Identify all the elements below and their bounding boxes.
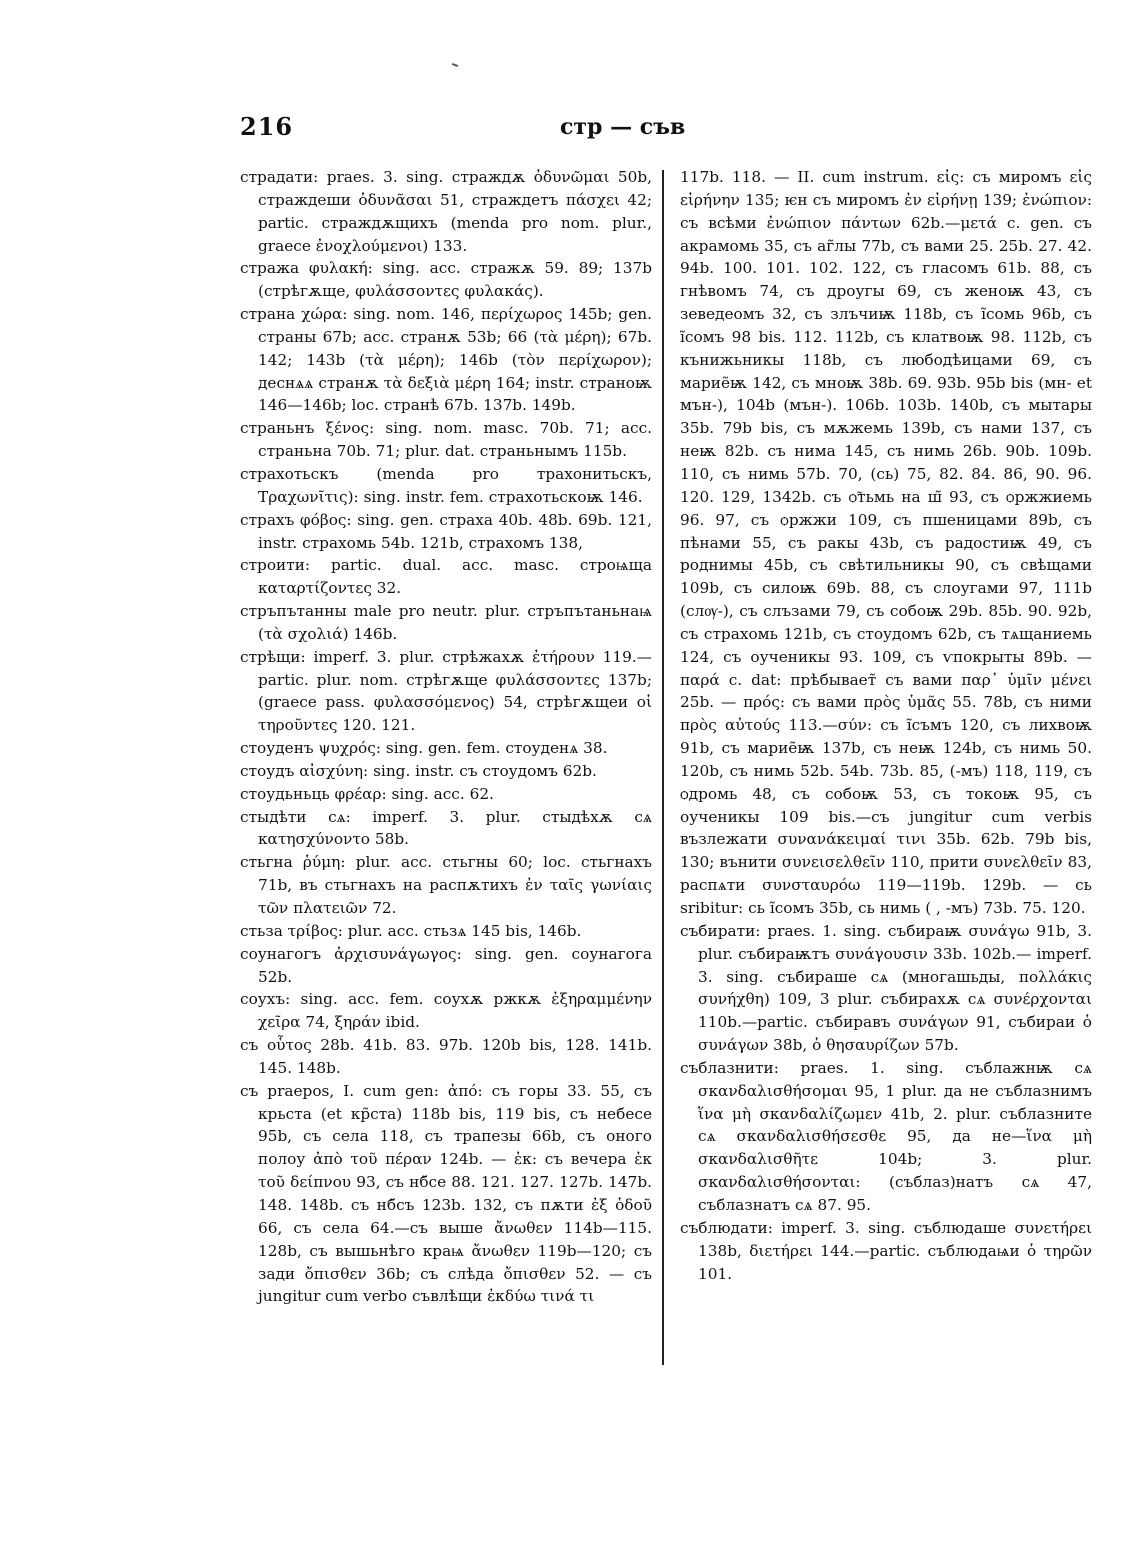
dictionary-entry: страна χώρα: sing. nom. 146, περίχωρος 145b; gen. страны 67b; acc. странѫ 53b; 66 (τὰ μέρη); 67b. 142; 143b (τὰ μέρη); 146b (τὸν περίχωρον); деснѧѧ странѫ τὰ δεξιὰ μέρη 164; instr. страноѭ 146—146b; loc. странѣ 67b. 137b. 149b. — [240, 305, 652, 415]
dictionary-entry: съ praepos, I. cum gen: ἀπό: съ горы 33. 55, съ крьста (et кр̃ста) 118b bis, 119 bis, съ небесе 95b, съ села 118, съ трапезы 66b, съ оного полоу ἀπὸ τοῦ πέραν 124b. — ἐκ: съ вечера ἐκ τοῦ δείπνου 93, съ нб̃се 88. 121. 127. 127b. 147b. 148. 148b. съ нб̃съ 123b. 132, съ пѫти ἐξ ὁδοῦ 66, съ села 64.—съ выше ἄνωθεν 114b—115. 128b, съ вышьнѣго краѩ ἄνωθεν 119b—120; съ зади ὄπισθεν 36b; съ слѣда ὄπισθεν 52. — съ jungitur cum verbo съвлѣщи ἐκδύω τινά τι — [240, 1081, 652, 1306]
dictionary-entry: стрѣщи: imperf. 3. plur. стрѣжахѫ ἐτήρουν 119.— partic. plur. nom. стрѣгѫще φυλάσσοντες 137b; (graece pass. φυλασσόμενος) 54, стрѣгѫщеи οἱ τηροῦντες 120. 121. — [240, 647, 652, 735]
dictionary-entry: стыдѣти сѧ: imperf. 3. plur. стыдѣхѫ сѧ κατησχύνοντο 58b. — [240, 807, 652, 849]
dictionary-entry: стръпътанны male pro neutr. plur. стръпътаньнаѩ (τὰ σχολιά) 146b. — [240, 602, 652, 643]
dictionary-entry: стража φυλακή: sing. acc. стражѫ 59. 89; 137b (стрѣгѫще, φυλάσσοντες φυλακάς). — [240, 259, 652, 301]
dictionary-entry: страхъ φόβος: sing. gen. страха 40b. 48b. 69b. 121, instr. страхомь 54b. 121b, страхомъ 138, — [240, 510, 652, 552]
stray-ink-mark — [452, 63, 458, 67]
left-column — [240, 166, 652, 1308]
dictionary-entry: съблюдати: imperf. 3. sing. съблюдаше συνετήρει 138b, διετήρει 144.—partic. съблюдаѩи ὁ τηρῶν 101. — [680, 1218, 1092, 1283]
dictionary-entry: страньнъ ξένος: sing. nom. masc. 70b. 71; acc. страньна 70b. 71; plur. dat. страньнымъ 115b. — [240, 419, 652, 461]
dictionary-entry: стоудьньць φρέαρ: sing. acc. 62. — [240, 784, 494, 803]
dictionary-entry: стьгна ῥύμη: plur. acc. стьгны 60; loc. стьгнахъ 71b, въ стьгнахъ на распѫтихъ ἐν ταῖς γωνίαις τῶν πλατειῶν 72. — [240, 853, 652, 917]
dictionary-entry: страхотьскъ (menda pro трахонитьскъ, Τραχωνῖτις): sing. instr. fem. страхотьскоѭ 146. — [240, 464, 652, 506]
running-head: стр — съв — [560, 114, 686, 140]
dictionary-entry: стоуденъ ψυχρός: sing. gen. fem. стоуденѧ 38. — [240, 739, 608, 758]
dictionary-entry: съ οὗτος 28b. 41b. 83. 97b. 120b bis, 128. 141b. 145. 148b. — [240, 1036, 652, 1077]
dictionary-entry: стьза τρίβος: plur. acc. стьзѧ 145 bis, 146b. — [240, 921, 582, 940]
right-column — [680, 166, 1092, 1285]
page-number: 216 — [240, 112, 294, 141]
dictionary-entry: съблазнити: praes. 1. sing. съблажнѭ сѧ σκανδαλισθήσομαι 95, 1 plur. да не съблазнимъ ἵνα μὴ σκανδαλίζωμεν 41b, 2. plur. съблазните сѧ σκανδαλισθήσεσθε 95, да не—ἵνα μὴ σκανδαλισθῆτε 104b; 3. plur. σκανδαλισθήσονται: (съблаз)натъ сѧ 47, съблазнатъ сѧ 87. 95. — [680, 1058, 1092, 1214]
dictionary-entry: страдати: praes. 3. sing. страждѫ ὀδυνῶμαι 50b, страждеши ὀδυνᾶσαι 51, страждетъ πάσχει 42; partic. страждѫщихъ (menda pro nom. plur., graece ἐνοχλούμενοι) 133. — [240, 168, 652, 255]
dictionary-entry: соухъ: sing. acc. fem. соухѫ ржкѫ ἐξηραμμένην χεῖρα 74, ξηράν ibid. — [240, 990, 652, 1032]
column-divider — [662, 170, 664, 1365]
dictionary-entry: соунагогъ ἀρχισυνάγωγος: sing. gen. соунагога 52b. — [240, 944, 652, 986]
dictionary-entry: строити: partic. dual. acc. masc. строѩща καταρτίζοντες 32. — [240, 556, 652, 598]
dictionary-entry: стоудъ αἰσχύνη: sing. instr. съ стоудомъ 62b. — [240, 761, 597, 780]
dictionary-entry-continuation: 117b. 118. — II. cum instrum. εἰς: съ миромъ εἰς εἰρήνην 135; ѥн съ миромъ ἐν εἰρήνῃ 139; ἐνώπιον: съ всѣми ἐνώπιον πάντων 62b.—μετά c. gen. съ акрамомь 35, съ аг̃лы 77b, съ вами 25. 25b. 27. 42. 94b. 100. 101. 102. 122, съ гласомъ 61b. 88, съ гнѣвомъ 74, съ дроугы 69, съ женоѭ 43, съ зеведеомъ 32, съ злъчиѭ 118b, съ і̃сомь 96b, съ і̃сомъ 98 bis. 112. 112b, съ клатвоѭ 98. 112b, съ кънижьникы 118b, съ любодѣицами 69, съ марие̃ѭ 142, съ мноѭ 38b. 69. 93b. 95b bis (мн- et мън-), 104b (мън-). 106b. 103b. 140b, съ мытары 35b. 79b bis, съ мѫжемь 139b, съ нами 137, съ неѭ 82b. съ нима 145, съ нимь 26b. 90b. 109b. 110, съ нимь 57b. 70, (сь) 75, 82. 84. 86, 90. 96. 120. 129, 1342b. съ ѻ̃тьмь на ш̃ 93, съ ѻржжиемь 96. 97, съ ѻржжи 109, съ пшеницами 89b, съ пѣнами 55, съ ракы 43b, съ радостиѭ 49, съ роднимы 45b, съ свѣтильникы 90, съ свѣщами 109b, съ силоѭ 69b. 88, съ слоугами 97, 111b (слѹ-), съ слъзами 79, съ собоѭ 29b. 85b. 90. 92b, съ страхомь 121b, съ стоудомъ 62b, съ тѧщаниемь 124, съ оученикы 93. 109, съ ѵпокрыты 89b. — παρά c. dat: прѣбывает̃ съ вами παρ᾽ ὑμῖν μένει 25b. — πρός: съ вами πρὸς ὑμᾶς 55. 78b, съ ними πρὸς αὐτούς 113.—σύν: съ і̃съмъ 120, съ лихвоѭ 91b, съ марие̃ѭ 137b, съ неѭ 124b, съ нимь 50. 120b, съ нимь 52b. 54b. 73b. 85, (-мъ) 118, 119, съ ѻдромь 48, съ собоѭ 53, съ токоѭ 95, съ оученикы 109 bis.—съ jungitur cum verbis възлежати συνανάκειμαί τινι 35b. 62b. 79b bis, 130; вънити συνεισελθεῖν 110, прити συνελθεῖν 83, распѧти συνσταυρόω 119—119b. 129b. — сь sribitur: сь і̃сомъ 35b, сь нимь ( , -мъ) 73b. 75. 120. — [680, 168, 1092, 917]
dictionary-entry: събирати: praes. 1. sing. събираѭ συνάγω 91b, 3. plur. събираѭтъ συνάγουσιν 33b. 102b.— imperf. 3. sing. събираше сѧ (многашьды, πολλάκις συνήχθη) 109, 3 plur. събирахѫ сѧ συνέρχονται 110b.—partic. събиравъ συνάγων 91, събираи ὁ συνάγων 38b, ὁ θησαυρίζων 57b. — [680, 921, 1092, 1055]
